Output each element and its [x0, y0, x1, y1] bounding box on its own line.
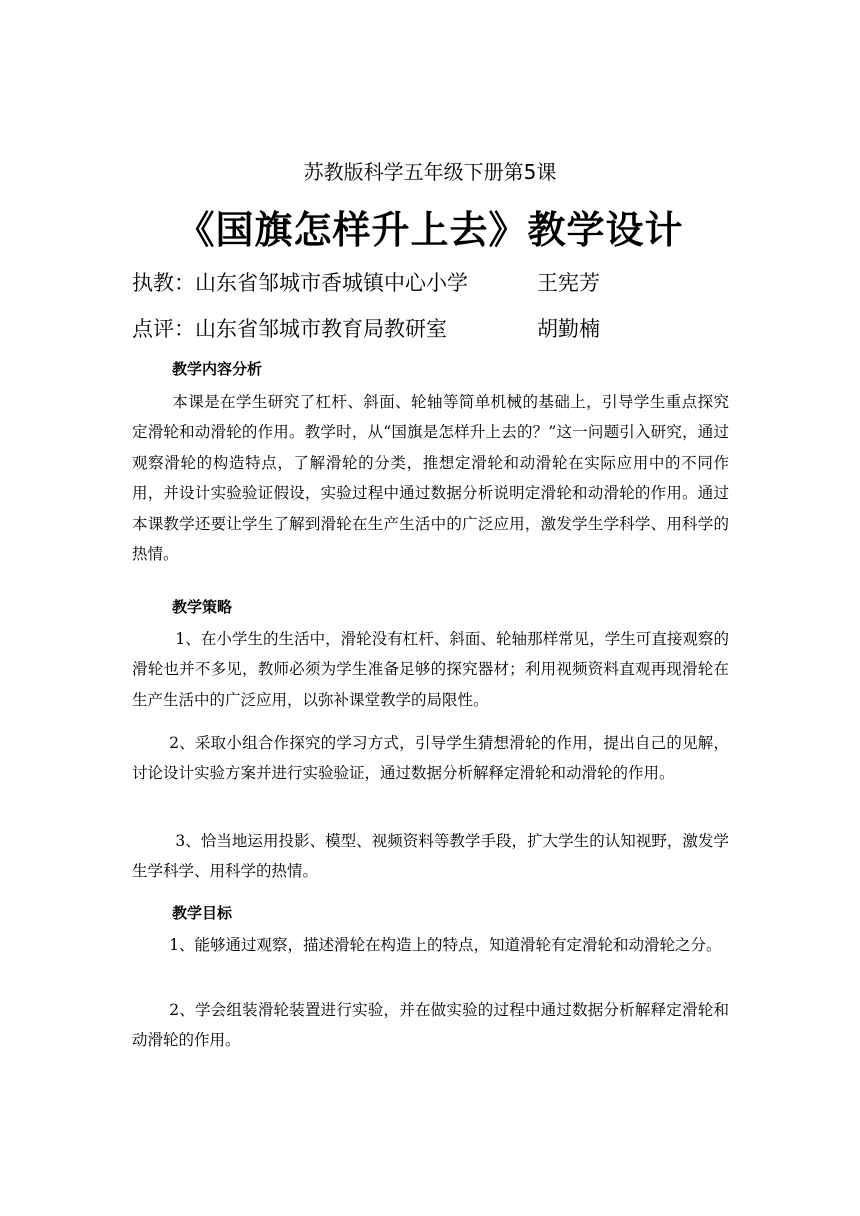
- strategy-item-2: 2、采取小组合作探究的学习方式，引导学生猜想滑轮的作用，提出自己的见解，讨论设计实验方案并进行实验验证，通过数据分析解释定滑轮和动滑轮的作用。: [132, 734, 729, 783]
- strategy-item-3: 3、恰当地运用投影、模型、视频资料等教学手段，扩大学生的认知视野，激发学生学科学、用科学的热情。: [132, 832, 729, 881]
- strategy-item-1: 1、在小学生的生活中，滑轮没有杠杆、斜面、轮轴那样常见，学生可直接观察的滑轮也并不多见，教师必须为学生准备足够的探究器材；利用视频资料直观再现滑轮在生产生活中的广泛应用，以弥补课堂教学的局限性。: [132, 630, 729, 709]
- teacher-line: [132, 268, 600, 298]
- reviewer-name: 胡勤楠: [537, 317, 600, 341]
- document-title: 《国旗怎样升上去》教学设计: [176, 208, 684, 252]
- goal-item-1: 1、能够通过观察，描述滑轮在构造上的特点，知道滑轮有定滑轮和动滑轮之分。: [169, 936, 722, 954]
- goal-item-2: 2、学会组装滑轮装置进行实验，并在做实验的过程中通过数据分析解释定滑轮和动滑轮的作用。: [132, 1001, 729, 1050]
- section-heading-goals: 教学目标: [172, 904, 233, 922]
- section-heading-content-analysis: 教学内容分析: [172, 360, 263, 378]
- teacher-label: 执教：山东省邹城市香城镇中心小学: [132, 271, 468, 295]
- section-heading-strategy: 教学策略: [172, 598, 233, 616]
- content-analysis-paragraph: 本课是在学生研究了杠杆、斜面、轮轴等简单机械的基础上，引导学生重点探究定滑轮和动滑轮的作用。教学时，从“国旗是怎样升上去的？”这一问题引入研究，通过观察滑轮的构造特点，了解滑轮的分类，推想定滑轮和动滑轮在实际应用中的不同作用，并设计实验验证假设，实验过程中通过数据分析说明定滑轮和动滑轮的作用。通过本课教学还要让学生了解到滑轮在生产生活中的广泛应用，激发学生学科学、用科学的热情。: [132, 393, 729, 564]
- reviewer-label: 点评：山东省邹城市教育局教研室: [132, 317, 447, 341]
- reviewer-line: [132, 314, 600, 344]
- teacher-name: 王宪芳: [537, 271, 600, 295]
- course-subtitle: 苏教版科学五年级下册第5课: [303, 160, 557, 184]
